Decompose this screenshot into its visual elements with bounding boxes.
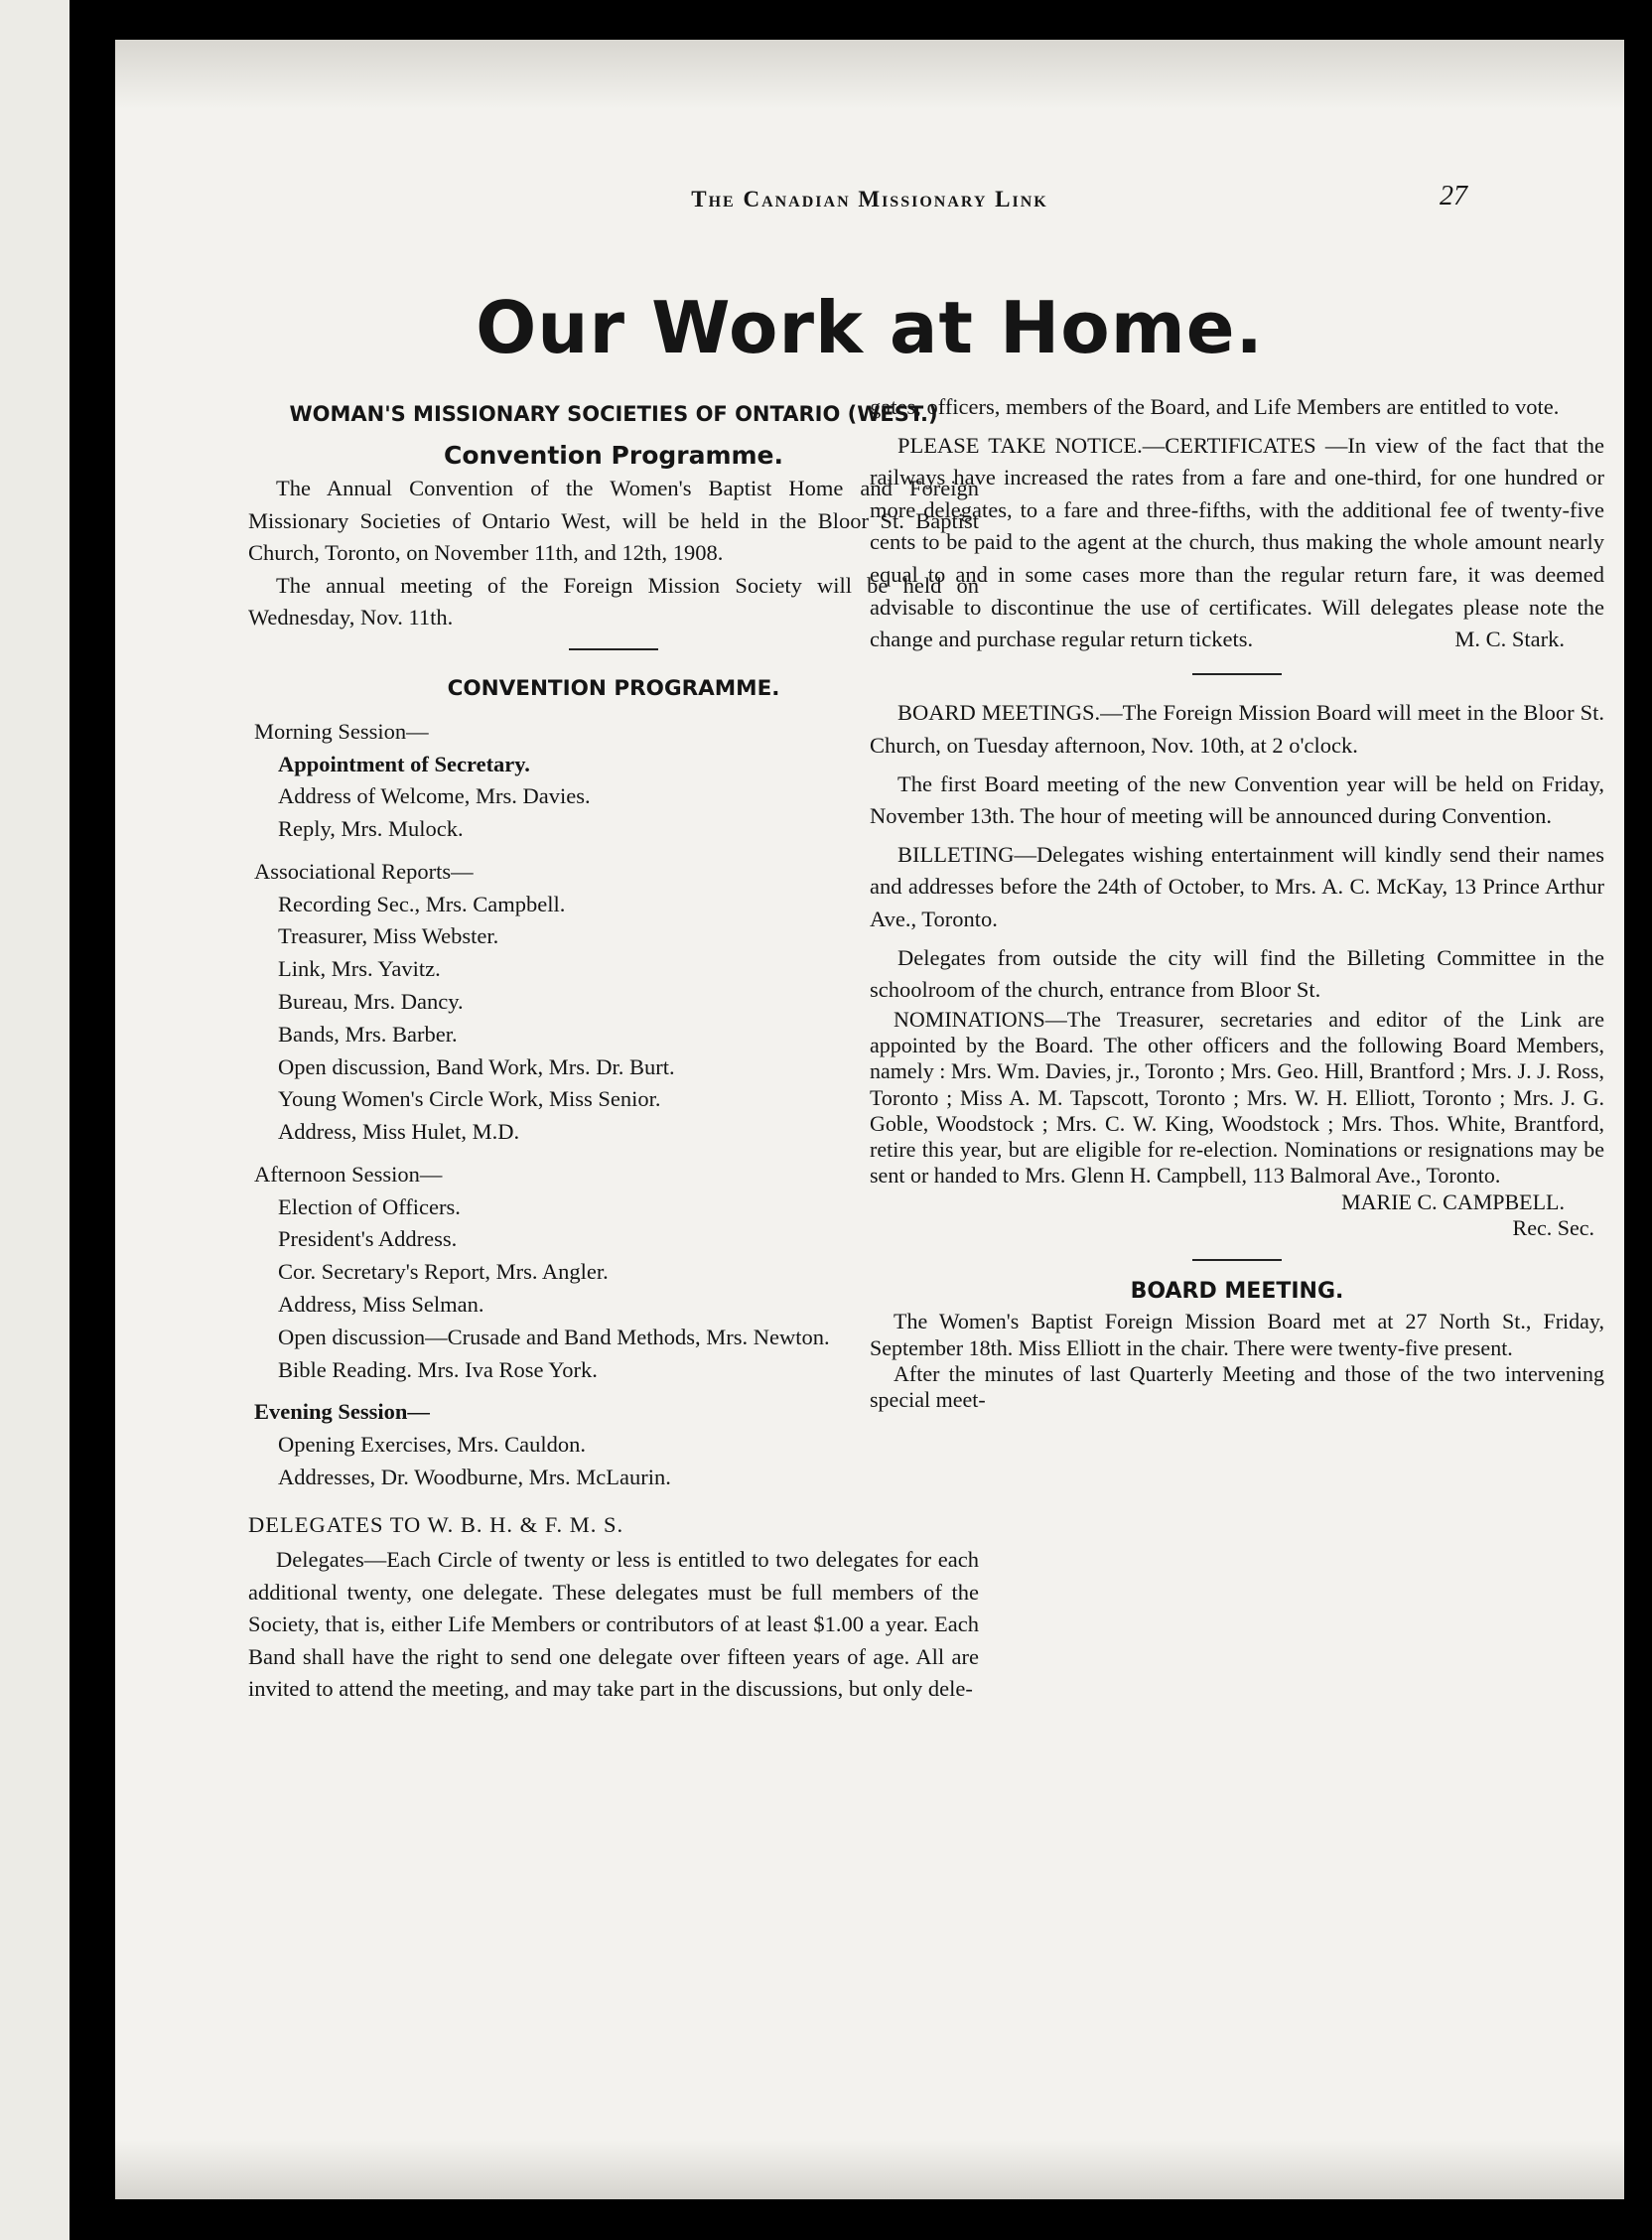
board-meeting-paragraph-2: After the minutes of last Quarterly Meeting and those of the two intervening special meet- — [870, 1360, 1604, 1413]
board-meeting-paragraph: The Women's Baptist Foreign Mission Board met at 27 North St., Friday, September 18th. Miss Elliott in the chair. There were twenty-five present. — [870, 1309, 1604, 1360]
board-meetings-paragraph: BOARD MEETINGS.—The Foreign Mission Board will meet in the Bloor St. Church, on Tuesday afternoon, Nov. 10th, at 2 o'clock. — [870, 700, 1604, 758]
list-item: Treasurer, Miss Webster. — [278, 923, 499, 949]
signature-name: MARIE C. CAMPBELL. — [1341, 1189, 1565, 1214]
list-item: President's Address. — [278, 1226, 458, 1252]
afternoon-session-label: Afternoon Session— — [254, 1161, 443, 1187]
associational-reports-label: Associational Reports— — [254, 858, 474, 884]
divider-rule — [569, 648, 658, 650]
list-item: Address of Welcome, Mrs. Davies. — [278, 783, 591, 809]
page-number: 27 — [1440, 181, 1467, 211]
convention-heading: Convention Programme. — [443, 441, 784, 470]
signature-title: Rec. Sec. — [1512, 1215, 1594, 1241]
list-item: Open discussion—Crusade and Band Methods, Mrs. Newton. — [278, 1324, 830, 1349]
adjacent-page-edge — [0, 0, 69, 2240]
list-item: Link, Mrs. Yavitz. — [278, 956, 441, 982]
running-title: The Canadian Missionary Link — [691, 187, 1048, 211]
intro-paragraph-2: The annual meeting of the Foreign Mission Society will be held on Wednesday, Nov. 11th. — [248, 572, 979, 630]
list-item: Election of Officers. — [278, 1193, 461, 1219]
list-item: Address, Miss Selman. — [278, 1291, 484, 1317]
nominations-block — [870, 1007, 1604, 1242]
board-meeting-block — [870, 1309, 1604, 1413]
intro-paragraph: The Annual Convention of the Women's Baptist Home and Foreign Missionary Societies of Ontario West, will be held in the Bloor St. Baptist Church, Toronto, on November 11th, and 12th, 1908. — [248, 476, 979, 566]
notice-paragraph: PLEASE TAKE NOTICE.—CERTIFICATES —In view of the fact that the railways have increased the rates from a fare and one-third, for one hundred or more delegates, to a fare and three-fifths, with the additional fee of twenty-five cents to be paid to the agent at the church, thus making the whole amount nearly equal to and in some cases more than the regular return fare, it was deemed advisable to discontinue the use of certificates. Will delegates please note the change and purchase regular return tickets. — [870, 432, 1604, 652]
divider-rule — [1192, 1259, 1282, 1261]
list-item: Young Women's Circle Work, Miss Senior. — [278, 1086, 661, 1112]
society-heading: WOMAN'S MISSIONARY SOCIETIES OF ONTARIO (WEST.) — [289, 402, 938, 426]
list-item: Bible Reading. Mrs. Iva Rose York. — [278, 1356, 598, 1382]
list-item: Open discussion, Band Work, Mrs. Dr. Burt. — [278, 1053, 675, 1079]
list-item: Opening Exercises, Mrs. Cauldon. — [278, 1431, 586, 1457]
delegates-city-paragraph: Delegates from outside the city will find the Billeting Committee in the schoolroom of the church, entrance from Bloor St. — [870, 944, 1604, 1003]
delegates-paragraph: Delegates—Each Circle of twenty or less is entitled to two delegates for each additional twenty, one delegate. These delegates must be full members of the Society, that is, either Life Members or contributors of at least $1.00 a year. Each Band shall have the right to send one delegate over fifteen years of age. All are invited to attend the meeting, and may take part in the discussions, but only dele- — [248, 1547, 979, 1702]
right-column — [870, 391, 1604, 1414]
billeting-paragraph: BILLETING—Delegates wishing entertainment will kindly send their names and addresses before the 24th of October, to Mrs. A. C. McKay, 13 Prince Arthur Ave., Toronto. — [870, 841, 1604, 931]
list-item: Address, Miss Hulet, M.D. — [278, 1119, 520, 1145]
evening-session-label: Evening Session— — [254, 1399, 430, 1425]
scanned-page — [115, 40, 1624, 2199]
list-item: Appointment of Secretary. — [278, 751, 530, 776]
list-item: Bands, Mrs. Barber. — [278, 1021, 458, 1047]
programme-heading: CONVENTION PROGRAMME. — [447, 675, 780, 701]
divider-rule — [1192, 673, 1282, 675]
first-board-paragraph: The first Board meeting of the new Convention year will be held on Friday, November 13th. The hour of meeting will be announced during Convention. — [870, 770, 1604, 829]
board-meeting-heading: BOARD MEETING. — [1130, 1279, 1344, 1305]
section-masthead: Our Work at Home. — [476, 286, 1264, 369]
continued-paragraph: gates, officers, members of the Board, and Life Members are entitled to vote. — [870, 394, 1560, 419]
nominations-paragraph: NOMINATIONS—The Treasurer, secretaries and editor of the Link are appointed by the Board. The other officers and the following Board Members, namely : Mrs. Wm. Davies, jr., Toronto ; Mrs. Geo. Hill, Brantford ; Mrs. J. J. Ross, Toronto ; Miss A. M. Tapscott, Toronto ; Mrs. W. H. Elliott, Toronto ; Mrs. J. G. Goble, Woodstock ; Mrs. C. W. King, Woodstock ; Mrs. Thos. White, Brantford, retire this year, but are eligible for re-election. Nominations or resignations may be sent or handed to Mrs. Glenn H. Campbell, 113 Balmoral Ave., Toronto. — [870, 1006, 1604, 1189]
list-item: Bureau, Mrs. Dancy. — [278, 988, 464, 1014]
list-item: Addresses, Dr. Woodburne, Mrs. McLaurin. — [278, 1464, 671, 1489]
list-item: Recording Sec., Mrs. Campbell. — [278, 891, 566, 916]
evening-items — [248, 1429, 979, 1494]
delegates-heading: DELEGATES TO W. B. H. & F. M. S. — [248, 1512, 624, 1538]
list-item: Reply, Mrs. Mulock. — [278, 816, 464, 842]
morning-session-label: Morning Session— — [254, 718, 429, 744]
notice-signature: M. C. Stark. — [1454, 626, 1565, 651]
list-item: Cor. Secretary's Report, Mrs. Angler. — [278, 1259, 609, 1285]
